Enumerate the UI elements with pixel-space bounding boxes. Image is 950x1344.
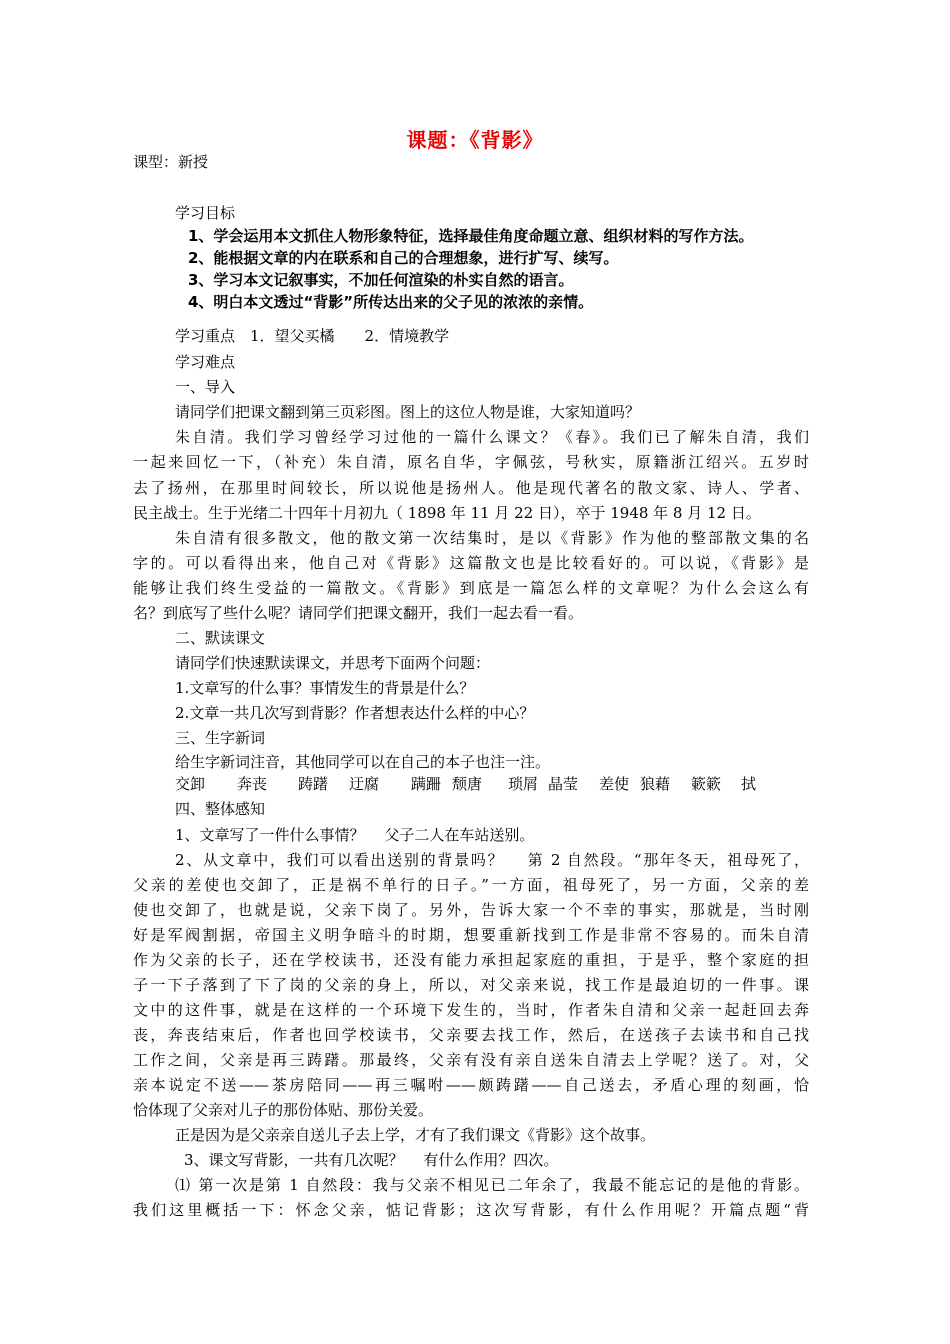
vocab-word: 踌躇 [298, 775, 329, 793]
paragraph-line: 作为父亲的长子，还在学校读书，还没有能力承担起家庭的重担，于是乎，整个家庭的担 [133, 951, 809, 969]
paragraph: 给生字新词注音，其他同学可以在自己的本子也注一注。 [175, 753, 551, 771]
goals-heading: 学习目标 [175, 204, 236, 222]
paragraph-line: 2、从文章中，我们可以看出送别的背景吗？ 第 2 自然段。“那年冬天，祖母死了， [175, 851, 809, 869]
goal-item: 3、学习本文记叙事实，不加任何渲染的朴实自然的语言。 [188, 271, 574, 289]
paragraph: 3、课文写背影，一共有几次呢？ 有什么作用？四次。 [184, 1151, 559, 1169]
paragraph-line: 父亲的差使也交卸了，正是祸不单行的日子。”一方面，祖母死了，另一方面，父亲的差 [133, 876, 809, 894]
vocab-word: 拭 [741, 775, 757, 793]
question-1: 1.文章写的什么事？事情发生的背景是什么？ [175, 679, 475, 697]
paragraph-line: 朱自清。我们学习曾经学习过他的一篇什么课文？《春》。我们已了解朱自清，我们 [175, 428, 809, 446]
section-heading: 二、默读课文 [175, 629, 266, 647]
paragraph-line: 好是军阀割据，帝国主义明争暗斗的时期，想要重新找到工作是非常不容易的。而朱自清 [133, 926, 809, 944]
key-points: 学习重点 1．望父买橘 2．情境教学 [175, 327, 450, 345]
paragraph-line: 名？到底写了些什么呢？请同学们把课文翻开，我们一起去看一看。 [133, 604, 584, 622]
lesson-type: 课型：新授 [133, 153, 209, 171]
goal-item: 4、明白本文透过“背影”所传达出来的父子见的浓浓的亲情。 [188, 293, 594, 311]
vocab-word: 琐屑 [508, 775, 539, 793]
vocab-word: 簌簌 [691, 775, 722, 793]
vocab-word: 蹒跚 [411, 775, 442, 793]
difficulty-heading: 学习难点 [175, 353, 236, 371]
paragraph-line: 工作之间，父亲是再三踌躇。那最终，父亲有没有亲自送朱自清去上学呢？送了。对，父 [133, 1051, 809, 1069]
paragraph-line: 亲本说定不送——茶房陪同——再三嘱咐——颇踌躇——自己送去，矛盾心理的刻画，恰 [133, 1076, 809, 1094]
goal-item: 1、学会运用本文抓住人物形象特征，选择最佳角度命题立意、组织材料的写作方法。 [188, 227, 754, 245]
question-2: 2.文章一共几次写到背影？作者想表达什么样的中心？ [175, 704, 535, 722]
paragraph: 请同学们快速默读课文，并思考下面两个问题： [175, 654, 491, 672]
vocab-word: 交卸 [175, 775, 206, 793]
paragraph-line: ⑴ 第一次是第 1 自然段：我与父亲不相见已二年余了，我最不能忘记的是他的背影。 [175, 1176, 809, 1194]
paragraph-line: 一起来回忆一下，（补充）朱自清，原名自华，字佩弦，号秋实，原籍浙江绍兴。五岁时 [133, 453, 809, 471]
paragraph-line: 使也交卸了，也就是说，父亲下岗了。另外，告诉大家一个不幸的事实，那就是，当时刚 [133, 901, 809, 919]
paragraph-line: 字的。可以看得出来，他自己对《背影》这篇散文也是比较看好的。可以说，《背影》是 [133, 554, 809, 572]
paragraph: 请同学们把课文翻到第三页彩图。图上的这位人物是谁，大家知道吗？ [175, 403, 641, 421]
paragraph-line: 子一下子落到了下了岗的父亲的身上，所以，对父亲来说，找工作是最迫切的一件事。课 [133, 976, 809, 994]
vocab-word: 奔丧 [237, 775, 268, 793]
paragraph-line: 朱自清有很多散文，他的散文第一次结集时，是以《背影》作为他的整部散文集的名 [175, 529, 809, 547]
vocab-word: 差使 [599, 775, 630, 793]
paragraph-line: 恰体现了父亲对儿子的那份体贴、那份关爱。 [133, 1101, 434, 1119]
vocab-word: 迂腐 [349, 775, 380, 793]
section-heading: 三、生字新词 [175, 729, 266, 747]
vocab-word: 晶莹 [548, 775, 579, 793]
paragraph-line: 丧，奔丧结束后，作者也回学校读书，父亲要去找工作，然后，在送孩子去读书和自己找 [133, 1026, 809, 1044]
paragraph: 正是因为是父亲亲自送儿子去上学，才有了我们课文《背影》这个故事。 [175, 1126, 656, 1144]
vocab-word: 狼藉 [640, 775, 671, 793]
paragraph-line: 能够让我们终生受益的一篇散文。《背影》到底是一篇怎么样的文章呢？为什么会这么有 [133, 579, 809, 597]
paragraph: 1、文章写了一件什么事情？ 父子二人在车站送别。 [175, 826, 535, 844]
vocab-word: 颓唐 [452, 775, 483, 793]
section-heading: 一、导入 [175, 378, 236, 396]
paragraph-line: 去了扬州，在那里时间较长，所以说他是扬州人。他是现代著名的散文家、诗人、学者、 [133, 479, 809, 497]
paragraph-line: 我们这里概括一下：怀念父亲，惦记背影；这次写背影，有什么作用呢？开篇点题“背 [133, 1201, 809, 1219]
paragraph-line: 民主战士。生于光绪二十四年十月初九（ 1898 年 11 月 22 日），卒于 1948 年 8 月 12 日。 [133, 504, 761, 522]
page-title: 课题：《背影》 [406, 128, 544, 152]
goal-item: 2、能根据文章的内在联系和自己的合理想象，进行扩写、续写。 [188, 249, 619, 267]
paragraph-line: 文中的这件事，就是在这样的一个环境下发生的，当时，作者朱自清和父亲一起赶回去奔 [133, 1001, 809, 1019]
section-heading: 四、整体感知 [175, 800, 266, 818]
